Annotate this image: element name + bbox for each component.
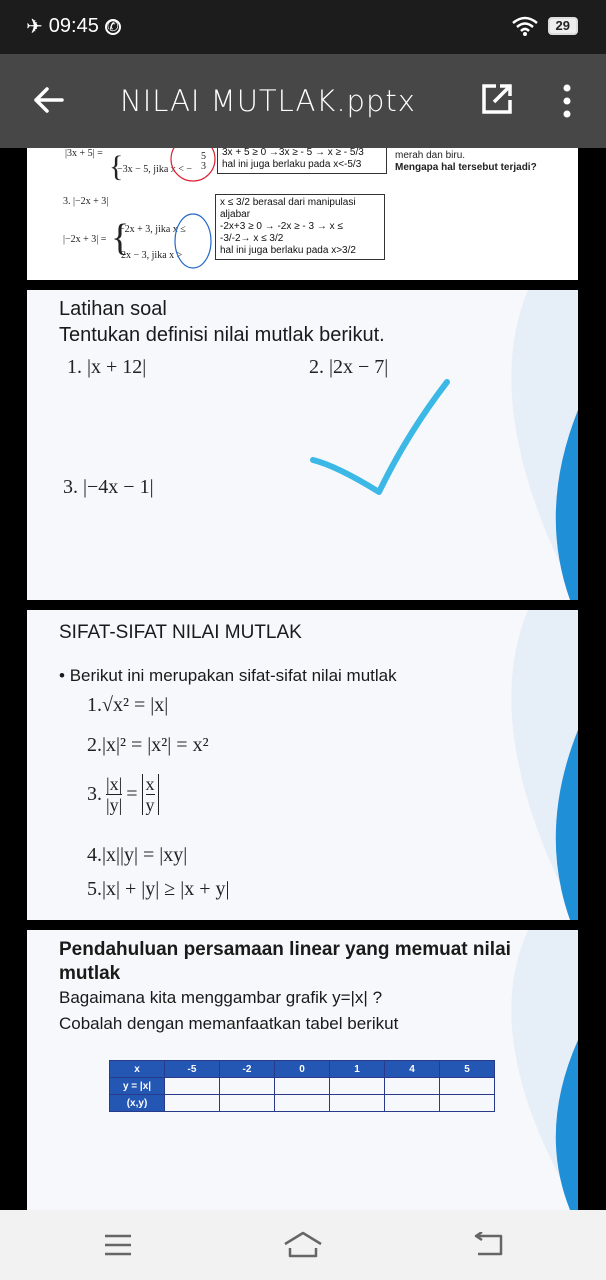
table-cell — [275, 1095, 330, 1112]
brace: { — [111, 217, 130, 259]
table-row — [110, 1061, 495, 1078]
table-cell: -2 — [220, 1061, 275, 1078]
table-cell — [220, 1095, 275, 1112]
table-cell: -5 — [165, 1061, 220, 1078]
table-cell — [330, 1078, 385, 1095]
row-header: x — [110, 1061, 165, 1078]
data-table — [109, 1060, 495, 1112]
menu-icon[interactable] — [104, 1234, 132, 1256]
table-cell: 1 — [330, 1061, 385, 1078]
fraction — [142, 774, 159, 815]
bullet-text: Berikut ini merupakan sifat-sifat nilai mutlak — [69, 666, 397, 685]
wifi-icon — [512, 16, 538, 36]
property-4: 4.|x||y| = |xy| — [87, 844, 188, 866]
equation-b: |−2x + 3| = — [63, 234, 107, 245]
question-3: 3. |−4x − 1| — [63, 476, 154, 498]
slide-heading: Pendahuluan persamaan linear yang memuat nilai mutlak — [59, 939, 511, 984]
table-cell — [385, 1078, 440, 1095]
slide-heading: Latihan soal — [59, 298, 167, 320]
app-bar — [0, 54, 606, 148]
table-cell — [385, 1095, 440, 1112]
table-cell — [220, 1078, 275, 1095]
equation-a-case: −3x − 5, jika x < − — [117, 164, 193, 175]
property-5: 5.|x| + |y| ≥ |x + y| — [87, 878, 230, 900]
equation-b-case2: 2x − 3, jika x > — [121, 250, 183, 261]
table-cell — [330, 1095, 385, 1112]
home-icon[interactable] — [282, 1230, 324, 1260]
table-cell: 0 — [275, 1061, 330, 1078]
red-circle-mark — [167, 148, 221, 184]
blue-circle-mark — [173, 212, 213, 270]
document-title: NILAI MUTLAK.pptx — [120, 84, 416, 118]
whatsapp-icon: ✆ — [105, 19, 121, 35]
note-line: hal ini juga berlaku pada x>3/2 — [220, 245, 356, 256]
brace: { — [109, 150, 124, 183]
side-note-question: Mengapa hal tersebut terjadi? — [395, 162, 537, 173]
note-line: x ≤ 3/2 berasal dari manipulasi — [220, 197, 356, 208]
note-line: hal ini juga berlaku pada x<-5/3 — [222, 159, 362, 170]
note-line: aljabar — [220, 209, 251, 220]
slide-2 — [27, 290, 578, 600]
row-header: (x,y) — [110, 1095, 165, 1112]
question-2: 2. |2x − 7| — [309, 356, 389, 378]
slide-3 — [27, 610, 578, 920]
navigation-bar — [0, 1210, 606, 1280]
table-cell — [165, 1078, 220, 1095]
airplane-mode-icon: ✈ — [26, 16, 43, 38]
slide-decoration — [458, 290, 578, 600]
numerator: |x| — [106, 774, 123, 794]
table-cell: 5 — [440, 1061, 495, 1078]
note-line: 3x + 5 ≥ 0 →3x ≥ - 5 → x ≥ - 5/3 — [222, 148, 364, 158]
slide-1 — [27, 148, 578, 280]
denominator: 3 — [201, 161, 206, 172]
question-1: 1. |x + 12| — [67, 356, 147, 378]
table-cell — [440, 1078, 495, 1095]
bullet-item: • Berikut ini merupakan sifat-sifat nilai mutlak — [59, 666, 397, 685]
numerator: 5 — [201, 151, 206, 162]
note-line: -2x+3 ≥ 0 → -2x ≥ - 3 → x ≤ — [220, 221, 343, 232]
denominator: |y| — [106, 795, 123, 815]
property-3: 3. $\frac{|x|}{|y|}$ = $\frac{x}{y}$ — [87, 774, 159, 815]
slide-4 — [27, 930, 578, 1210]
checkmark-annotation — [307, 374, 457, 504]
note-line: -3/-2→ x ≤ 3/2 — [220, 233, 284, 244]
slide-subheading: Tentukan definisi nilai mutlak berikut. — [59, 324, 385, 346]
row-header: y = |x| — [110, 1078, 165, 1095]
note-box-1 — [217, 148, 387, 174]
slide-viewer[interactable] — [0, 148, 606, 1210]
property-2: 2.|x|² = |x²| = x² — [87, 734, 209, 756]
table-cell — [440, 1095, 495, 1112]
numerator: x — [145, 774, 155, 794]
back-nav-icon[interactable] — [472, 1232, 504, 1258]
slide-decoration — [458, 610, 578, 920]
clock: 09:45 — [48, 15, 99, 37]
equation-a: |3x + 5| = — [65, 148, 103, 159]
slide-text: Bagaimana kita menggambar grafik y=|x| ? — [59, 988, 383, 1007]
equation-b-case1: −2x + 3, jika x ≤ — [119, 224, 186, 235]
slide-text: Cobalah dengan memanfaatkan tabel berikut — [59, 1014, 399, 1033]
property-number: 3. — [87, 783, 102, 805]
table-row — [110, 1078, 495, 1095]
side-note: merah dan biru. — [395, 150, 466, 161]
table-row — [110, 1095, 495, 1112]
item-3: 3. |−2x + 3| — [63, 196, 109, 207]
table-cell — [165, 1095, 220, 1112]
back-arrow-icon[interactable] — [30, 82, 66, 118]
note-box-2 — [215, 194, 385, 260]
property-1: 1.√x² = |x| — [87, 694, 169, 716]
table-cell: 4 — [385, 1061, 440, 1078]
open-external-icon[interactable] — [480, 82, 514, 116]
battery-icon: 29 — [548, 17, 578, 35]
more-options-icon[interactable] — [560, 84, 574, 118]
table-cell — [275, 1078, 330, 1095]
status-bar — [0, 0, 606, 54]
fraction — [106, 774, 122, 815]
denominator: y — [145, 795, 155, 815]
slide-heading: SIFAT-SIFAT NILAI MUTLAK — [59, 622, 302, 643]
